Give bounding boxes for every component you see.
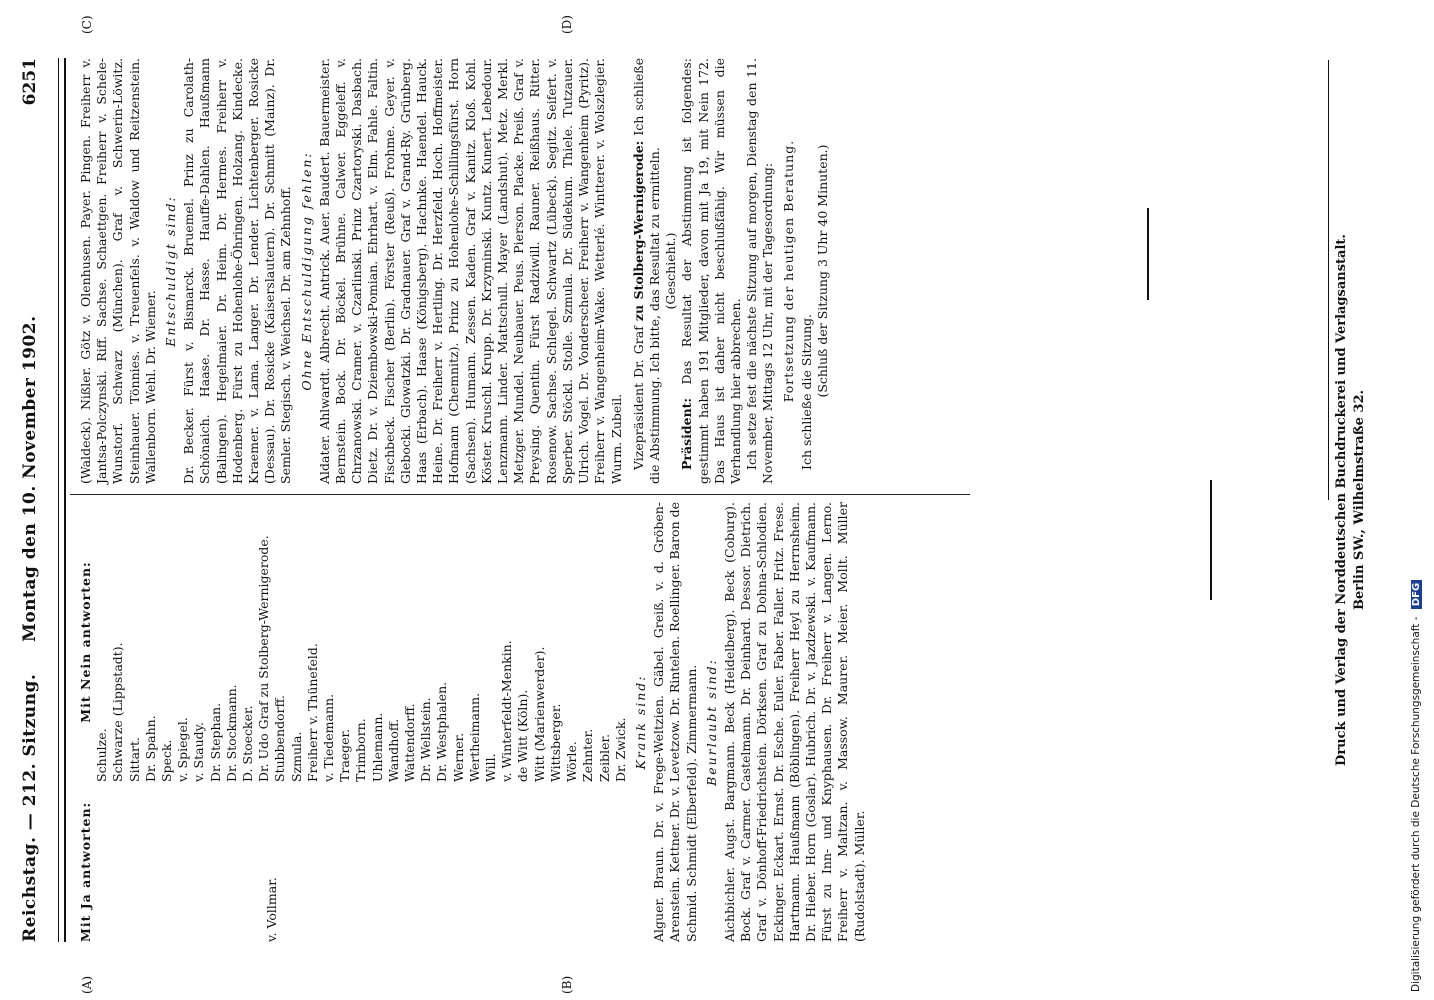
ja-heading: Mit Ja antworten: xyxy=(78,801,93,942)
continued-names: (Waldeck). Nißler. Götz v. Olenhusen. Payer. Pingen. Freiherr v. Jantsa-Polczynski. Riff. Sachse. Schaettgen. Freiherr v. Schele-Wunstorf. Schwarz (München). Graf v. Schwerin-Löwitz. Steinhauer. Tönnies. v. Treuenfels. v. Waldow und Reitzenstein. Wallenborn. Wehl. Dr. Wiemer. xyxy=(78,58,158,484)
krank-text: Alguer. Braun. Dr. v. Frege-Weltzien. Gäbel. Greiß. v. d. Gröben-Arenstein. Kettner. Dr. v. Levetzow. Dr. Rintelen. Roellinger. Baron de Schmid. Schmidt (Elberfeld). Zimmermann. xyxy=(651,501,699,942)
list-item: Zeibler. xyxy=(596,733,612,782)
list-item: Will. xyxy=(483,753,499,782)
list-item: Schwarze (Lippstadt). xyxy=(110,642,126,782)
krank-heading: Krank sind: xyxy=(632,674,648,770)
list-item: Speck. xyxy=(159,739,175,782)
list-item: Schulze. xyxy=(94,728,110,782)
right-column xyxy=(78,58,831,484)
ohne-entschuldigung-heading: Ohne Entschuldigung fehlen: xyxy=(298,151,314,391)
imprint-line-1: Druck und Verlag der Norddeutschen Buchdruckerei und Verlagsanstalt. xyxy=(1334,234,1349,766)
margin-mark-a: (A) xyxy=(80,975,94,994)
ja-section xyxy=(78,782,280,942)
list-item: de Witt (Köln). xyxy=(515,689,531,782)
next-session-text: Ich setze fest die nächste Sitzung auf morgen, Dienstag den 11. November, Mittags 12 Uhr, mit der Tagesordnung: xyxy=(744,58,776,484)
list-item: Dr. Zwick. xyxy=(612,717,628,782)
list-item: D. Stoecker. xyxy=(240,705,256,782)
list-item: Dr. Wellstein. xyxy=(418,697,434,782)
vice-president-statement xyxy=(631,58,663,484)
session-end-note: (Schluß der Sitzung 3 Uhr 40 Minuten.) xyxy=(814,144,830,398)
digitization-note xyxy=(1410,0,1422,1000)
entschuldigt-heading: Entschuldigt sind: xyxy=(163,195,179,347)
vote-block xyxy=(78,502,629,942)
president-statement xyxy=(679,58,744,484)
list-item: Wittsberger. xyxy=(547,703,563,782)
list-item: Dr. Stephan. xyxy=(207,702,223,782)
dfg-logo-icon: DFG xyxy=(1411,580,1422,609)
list-item: v. Tiedemann. xyxy=(321,693,337,782)
list-item: v. Spiegel. xyxy=(175,717,191,782)
margin-mark-d: (D) xyxy=(560,15,574,34)
list-item: Sittart. xyxy=(126,736,142,782)
margin-mark-c: (C) xyxy=(80,15,94,34)
list-item: Witt (Marienwerder). xyxy=(531,646,547,782)
ohne-entschuldigung-text: Aldater. Ahlwardt. Albrecht. Antrick. Auer. Baudert. Bauermeister. Bernstein. Bock. Dr. Böckel. Brühne. Calwer. Eggeleff. v. Chrzanowski. Cramer. v. Czarlinski. Prinz Czartoryski. Dasbach. Dietz. Dr. v. Dziembowski-Pomian. Ehrhart. v. Elm. Fahle. Faltin. Fischbeck. Fischer (Berlin). Förster (Reuß). Frohme. Geyer. v. Glebocki. Glowatzki. Dr. Gradnauer. Graf v. Grand-Ry. Grünberg. Haas (Erbach). Haase (Königsberg). Hachnke. Haendel. Hauck. Heine. Dr. Freiherr v. Hertling. Dr. Herzfeld. Hoch. Hoffmeister. Hofmann (Chemnitz). Prinz zu Hohenlohe-Schillingsfürst. Horn (Sachsen). Humann. Zessen. Kaden. Graf v. Kanitz. Kloß. Kohl. Köster. Kruschl. Krupp. Dr. Krzyminski. Kuntz. Kunert. Lebedour. Lenzmann. Linder. Mattschull. Mayer (Landshut). Metz. Merkl. Metzger. Mundel. Neubauer. Peus. Pierson. Placke. Preiß. Graf v. Preysing. Quentin. Fürst Radziwill. Rauner. Reißhaus. Ritter. Rosenow. Sachse. Schlegel. Schwartz (Lübeck). Segitz. Seifert. v. Sperber. Stöckl. Stolle. Szmula. Dr. Südekum. Thiele. Tutzauer. Ulrich. Vogel. Dr. Vonderscheer. Freiherr v. Wangenheim (Pyritz). Freiherr v. Wangenheim-Wake. Wetterlé. Wintterer. v. Wolszlegier. Wurm. Zubeil. xyxy=(316,58,624,484)
list-item: Dr. Stockmann. xyxy=(223,684,239,782)
nein-section xyxy=(78,502,629,782)
close-text: Ich schließe die Sitzung. xyxy=(798,313,814,470)
page-header xyxy=(8,58,48,942)
header-rule xyxy=(64,58,66,942)
separator-rule xyxy=(1147,208,1149,300)
page-number: 6251 xyxy=(20,58,40,106)
nein-heading: Mit Nein antworten: xyxy=(78,561,93,723)
list-item: Wandhoff. xyxy=(385,718,401,782)
column-divider xyxy=(70,494,970,495)
list-item: Wattendorff. xyxy=(402,703,418,782)
vp-name: zu Stolberg-Wernigerode: xyxy=(630,140,646,322)
beurlaubt-heading: Beurlaubt sind: xyxy=(703,658,719,786)
vp-text-1: Vizepräsident Dr. Graf xyxy=(630,326,646,470)
header-rule-thin xyxy=(58,58,59,942)
list-item: Freiherr v. Thünefeld. xyxy=(304,643,320,782)
list-item: Zehnter. xyxy=(580,728,596,782)
list-item: v. Winterfeldt-Menkin. xyxy=(499,640,515,782)
header-date: Montag den 10. November 1902. xyxy=(20,315,40,642)
pause-note: (Geschieht.) xyxy=(663,232,679,310)
vp-text-2: Ich schließe die Abstimmung. Ich bitte, das Resultat zu ermitteln. xyxy=(630,58,662,484)
footer-rule xyxy=(1328,60,1329,500)
president-label: Präsident: xyxy=(679,397,695,470)
nein-list xyxy=(94,502,629,782)
ja-name: v. Vollmar. xyxy=(264,877,280,942)
margin-mark-b: (B) xyxy=(560,975,574,994)
list-item: Dr. Udo Graf zu Stolberg-Wernigerode. xyxy=(256,535,272,782)
list-item: Trimborn. xyxy=(353,718,369,782)
list-item: v. Staudy. xyxy=(191,722,207,782)
list-item: Dr. Spahn. xyxy=(142,715,158,782)
president-text: Das Resultat der Abstimmung ist folgendes: gestimmt haben 191 Mitglieder, davon mit Ja 19, mit Nein 172. Das Haus ist daher nicht beschlußfähig. Wir müssen die Verhandlung hier abbrechen. xyxy=(679,58,743,484)
digitization-text: Digitalisierung gefördert durch die Deutsche Forschungsgemeinschaft - xyxy=(1410,616,1422,992)
list-item: Werner. xyxy=(450,732,466,782)
entschuldigt-text: Dr. Becker. Fürst v. Bismarck. Bruemel. Prinz zu Carolath-Schönaich. Haase. Dr. Hasse. Hauffe-Dahlen. Haußmann (Balingen). Hegelmaier. Dr. Heim. Dr. Hermes. Freiherr v. Hodenberg. Fürst zu Hohenlohe-Öhringen. Holzang. Kindecke. Kraemer. v. Lama. Langer. Dr. Lender. Lichtenberger. Rosicke (Dessau). Dr. Rosicke (Kaiserslautern). Dr. Schmitt (Mainz). Dr. Semler. Stegisch. v. Weichsel. Dr. am Zehnhoff. xyxy=(181,58,294,484)
list-item: Stubbendorff. xyxy=(272,695,288,782)
header-left: Reichstag. — 212. Sitzung. xyxy=(20,673,40,942)
separator-rule-short xyxy=(1210,480,1212,600)
list-item: Wörle. xyxy=(564,741,580,782)
list-item: Dr. Westphalen. xyxy=(434,681,450,782)
left-column xyxy=(78,502,868,942)
agenda-item: Fortsetzung der heutigen Beratung. xyxy=(780,139,796,403)
list-item: Wertheimann. xyxy=(466,692,482,782)
beurlaubt-text: Aichbichler. Augst. Bargmann. Beck (Heidelberg). Beck (Coburg). Bock. Graf v. Carmer. Castelmann. Dr. Deinhard. Dessor. Dietrich. Graf v. Dönhoff-Friedrichstein. Dörksen. Graf zu Dohna-Schlodien. Eckinger. Eckart. Ernst. Dr. Esche. Euler. Faber. Faller. Fritz. Frese. Hartmann. Haußmann (Böblingen). Freiherr Heyl zu Herrnsheim. Dr. Hieber. Horn (Goslar). Hubrich. Dr. v. Jazdzewski. v. Kaufmann. Fürst zu Inn- und Knyphausen. Dr. Freiherr v. Langen. Lerno. Freiherr v. Maltzan. v. Massow. Maurer. Meier. Mollt. Müller (Rudolstadt). Müller. xyxy=(721,502,867,942)
list-item: Traeger. xyxy=(337,728,353,782)
imprint-line-2: Berlin SW., Wilhelmstraße 32. xyxy=(1352,389,1367,611)
list-item: Szmula. xyxy=(288,731,304,782)
list-item: Uhlemann. xyxy=(369,712,385,782)
